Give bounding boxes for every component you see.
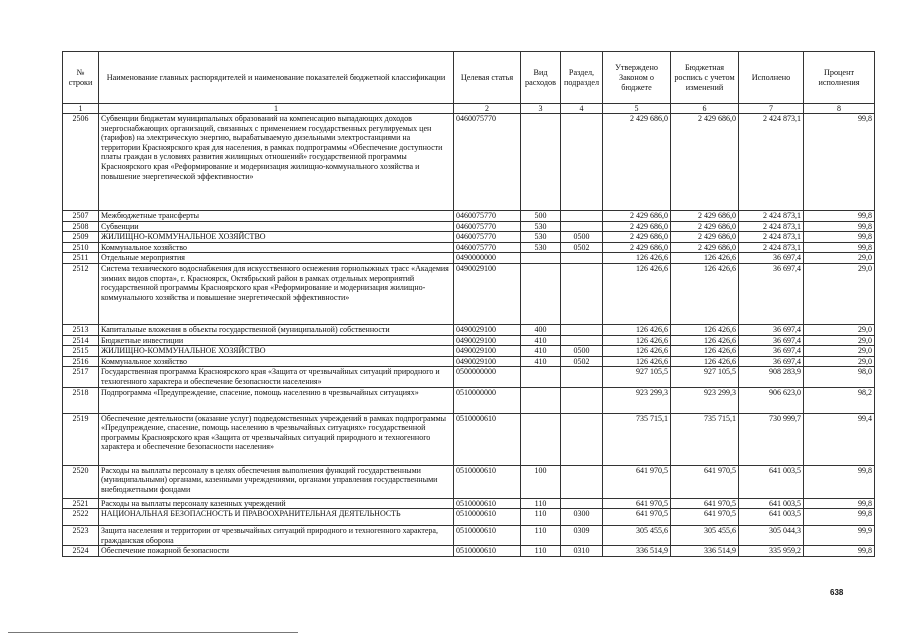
row-budget-list: 126 426,6 xyxy=(671,324,739,335)
row-percent: 99,4 xyxy=(804,413,875,465)
row-expense-type: 100 xyxy=(521,465,561,498)
column-number: 4 xyxy=(561,104,603,114)
row-percent: 98,2 xyxy=(804,387,875,413)
row-budget-list: 927 105,5 xyxy=(671,367,739,387)
row-section xyxy=(561,221,603,232)
table-row xyxy=(63,498,875,509)
row-executed: 2 424 873,1 xyxy=(739,242,804,253)
row-budget-list: 2 429 686,0 xyxy=(671,114,739,211)
column-number: 1 xyxy=(63,104,99,114)
row-section: 0500 xyxy=(561,346,603,357)
table-row xyxy=(63,509,875,526)
row-section xyxy=(561,413,603,465)
row-approved: 336 514,9 xyxy=(603,546,671,557)
row-number: 2520 xyxy=(63,465,99,498)
row-target-article: 0490029100 xyxy=(454,324,521,335)
row-percent: 29,0 xyxy=(804,263,875,324)
row-approved: 923 299,3 xyxy=(603,387,671,413)
row-percent: 99,8 xyxy=(804,221,875,232)
row-expense-type: 110 xyxy=(521,498,561,509)
row-approved: 126 426,6 xyxy=(603,324,671,335)
row-executed: 641 003,5 xyxy=(739,509,804,526)
table-row xyxy=(63,546,875,557)
row-name: Система технического водоснабжения для искусственного оснежения горнолыжных трасс «Академия зимних видов спорта», г. Красноярск, Октябрьский район в рамках отдельных мероприятий государственной программы Красноярского края «Реформирование и модернизация жилищно-коммунального хозяйства и повышение энергетической эффективности» xyxy=(99,263,454,324)
row-expense-type xyxy=(521,253,561,264)
header-budget-list: Бюджетная роспись с учетом изменений xyxy=(671,52,739,104)
row-approved: 126 426,6 xyxy=(603,356,671,367)
row-budget-list: 126 426,6 xyxy=(671,356,739,367)
table-row xyxy=(63,367,875,387)
header-approved: Утверждено Законом о бюджете xyxy=(603,52,671,104)
row-budget-list: 641 970,5 xyxy=(671,465,739,498)
row-percent: 99,9 xyxy=(804,526,875,546)
row-target-article: 0490029100 xyxy=(454,335,521,346)
row-approved: 735 715,1 xyxy=(603,413,671,465)
header-row-number: № строки xyxy=(63,52,99,104)
row-expense-type xyxy=(521,413,561,465)
row-number: 2509 xyxy=(63,232,99,243)
row-executed: 641 003,5 xyxy=(739,465,804,498)
row-budget-list: 2 429 686,0 xyxy=(671,242,739,253)
row-executed: 2 424 873,1 xyxy=(739,114,804,211)
row-section xyxy=(561,114,603,211)
column-number: 8 xyxy=(804,104,875,114)
row-budget-list: 2 429 686,0 xyxy=(671,211,739,222)
row-percent: 99,8 xyxy=(804,242,875,253)
row-number: 2510 xyxy=(63,242,99,253)
row-name: ЖИЛИЩНО-КОММУНАЛЬНОЕ ХОЗЯЙСТВО xyxy=(99,232,454,243)
footer-divider xyxy=(8,632,298,633)
row-name: Защита населения и территории от чрезвычайных ситуаций природного и техногенного характера, гражданская оборона xyxy=(99,526,454,546)
row-approved: 126 426,6 xyxy=(603,263,671,324)
table-row xyxy=(63,114,875,211)
row-number: 2506 xyxy=(63,114,99,211)
row-expense-type: 110 xyxy=(521,546,561,557)
row-approved: 927 105,5 xyxy=(603,367,671,387)
row-section: 0300 xyxy=(561,509,603,526)
row-expense-type: 110 xyxy=(521,509,561,526)
row-expense-type: 530 xyxy=(521,221,561,232)
row-name: Расходы на выплаты персоналу в целях обеспечения выполнения функций государственными (муниципальными) органами, казенными учреждениями, органами управления государственными внебюджетными фондами xyxy=(99,465,454,498)
row-number: 2521 xyxy=(63,498,99,509)
row-expense-type xyxy=(521,263,561,324)
row-executed: 36 697,4 xyxy=(739,253,804,264)
row-name: Отдельные мероприятия xyxy=(99,253,454,264)
row-target-article: 0490029100 xyxy=(454,356,521,367)
row-executed: 305 044,3 xyxy=(739,526,804,546)
page-number: 638 xyxy=(830,588,844,597)
row-section xyxy=(561,324,603,335)
row-target-article: 0510000000 xyxy=(454,387,521,413)
row-target-article: 0500000000 xyxy=(454,367,521,387)
row-target-article: 0510000610 xyxy=(454,526,521,546)
table-row xyxy=(63,465,875,498)
column-number: 2 xyxy=(454,104,521,114)
header-expense-type: Вид расходов xyxy=(521,52,561,104)
row-section: 0500 xyxy=(561,232,603,243)
column-number: 5 xyxy=(603,104,671,114)
row-number: 2518 xyxy=(63,387,99,413)
row-executed: 2 424 873,1 xyxy=(739,221,804,232)
column-number: 1 xyxy=(99,104,454,114)
row-percent: 29,0 xyxy=(804,324,875,335)
table-row xyxy=(63,242,875,253)
row-budget-list: 126 426,6 xyxy=(671,253,739,264)
row-executed: 908 283,9 xyxy=(739,367,804,387)
row-name: Капитальные вложения в объекты государственной (муниципальной) собственности xyxy=(99,324,454,335)
row-name: Субвенции xyxy=(99,221,454,232)
row-target-article: 0460075770 xyxy=(454,221,521,232)
row-expense-type: 410 xyxy=(521,346,561,357)
row-percent: 99,8 xyxy=(804,211,875,222)
row-budget-list: 126 426,6 xyxy=(671,335,739,346)
column-number: 6 xyxy=(671,104,739,114)
row-target-article: 0510000610 xyxy=(454,498,521,509)
table-row xyxy=(63,221,875,232)
row-target-article: 0460075770 xyxy=(454,242,521,253)
header-percent: Процент исполнения xyxy=(804,52,875,104)
row-section xyxy=(561,211,603,222)
row-name: Государственная программа Красноярского края «Защита от чрезвычайных ситуаций природного и техногенного характера и обеспечение безопасности населения» xyxy=(99,367,454,387)
row-number: 2511 xyxy=(63,253,99,264)
row-expense-type: 500 xyxy=(521,211,561,222)
row-section xyxy=(561,465,603,498)
row-budget-list: 2 429 686,0 xyxy=(671,232,739,243)
row-name: ЖИЛИЩНО-КОММУНАЛЬНОЕ ХОЗЯЙСТВО xyxy=(99,346,454,357)
row-target-article: 0510000610 xyxy=(454,413,521,465)
row-percent: 29,0 xyxy=(804,335,875,346)
row-executed: 36 697,4 xyxy=(739,263,804,324)
row-number: 2519 xyxy=(63,413,99,465)
row-executed: 730 999,7 xyxy=(739,413,804,465)
row-expense-type: 400 xyxy=(521,324,561,335)
row-percent: 99,8 xyxy=(804,498,875,509)
row-section xyxy=(561,387,603,413)
row-approved: 305 455,6 xyxy=(603,526,671,546)
row-name: Коммунальное хозяйство xyxy=(99,242,454,253)
row-percent: 99,8 xyxy=(804,465,875,498)
row-number: 2512 xyxy=(63,263,99,324)
row-target-article: 0460075770 xyxy=(454,232,521,243)
row-expense-type: 530 xyxy=(521,232,561,243)
row-approved: 126 426,6 xyxy=(603,335,671,346)
row-expense-type: 410 xyxy=(521,335,561,346)
row-expense-type xyxy=(521,114,561,211)
row-target-article: 0490029100 xyxy=(454,263,521,324)
row-percent: 99,8 xyxy=(804,114,875,211)
table-row xyxy=(63,346,875,357)
row-budget-list: 641 970,5 xyxy=(671,498,739,509)
row-percent: 98,0 xyxy=(804,367,875,387)
row-section: 0502 xyxy=(561,356,603,367)
row-name: Межбюджетные трансферты xyxy=(99,211,454,222)
row-section: 0502 xyxy=(561,242,603,253)
row-name: Субвенции бюджетам муниципальных образований на компенсацию выпадающих доходов энергоснабжающих организаций, связанных с применением государственных регулируемых цен (тарифов) на электрическую энергию, вырабатываемую дизельными электростанциями на территории Красноярского края для населения, в рамках подпрограммы «Обеспечение доступности платы граждан в условиях развития жилищных отношений» государственной программы Красноярского края «Реформирование и модернизация жилищно-коммунального хозяйства и повышение энергетической эффективности» xyxy=(99,114,454,211)
header-executed: Исполнено xyxy=(739,52,804,104)
row-name: Расходы на выплаты персоналу казенных учреждений xyxy=(99,498,454,509)
row-executed: 36 697,4 xyxy=(739,324,804,335)
row-budget-list: 641 970,5 xyxy=(671,509,739,526)
row-budget-list: 2 429 686,0 xyxy=(671,221,739,232)
row-number: 2524 xyxy=(63,546,99,557)
row-number: 2514 xyxy=(63,335,99,346)
table-row xyxy=(63,263,875,324)
row-section: 0309 xyxy=(561,526,603,546)
row-section: 0310 xyxy=(561,546,603,557)
row-name: Обеспечение деятельности (оказание услуг) подведомственных учреждений в рамках подпрограммы «Предупреждение, спасение, помощь населению в чрезвычайных ситуациях» государственной программы Красноярского края «Защита от чрезвычайных ситуаций природного и техногенного характера и обеспечение безопасности населения» xyxy=(99,413,454,465)
row-section xyxy=(561,253,603,264)
row-approved: 641 970,5 xyxy=(603,465,671,498)
row-budget-list: 735 715,1 xyxy=(671,413,739,465)
table-row xyxy=(63,211,875,222)
table-row xyxy=(63,324,875,335)
row-expense-type: 410 xyxy=(521,356,561,367)
row-number: 2508 xyxy=(63,221,99,232)
row-number: 2516 xyxy=(63,356,99,367)
row-percent: 99,8 xyxy=(804,232,875,243)
row-budget-list: 305 455,6 xyxy=(671,526,739,546)
row-approved: 2 429 686,0 xyxy=(603,232,671,243)
row-name: НАЦИОНАЛЬНАЯ БЕЗОПАСНОСТЬ И ПРАВООХРАНИТЕЛЬНАЯ ДЕЯТЕЛЬНОСТЬ xyxy=(99,509,454,526)
budget-execution-table xyxy=(62,51,875,557)
row-name: Коммунальное хозяйство xyxy=(99,356,454,367)
row-budget-list: 126 426,6 xyxy=(671,346,739,357)
row-executed: 641 003,5 xyxy=(739,498,804,509)
row-executed: 2 424 873,1 xyxy=(739,211,804,222)
row-approved: 641 970,5 xyxy=(603,509,671,526)
row-percent: 29,0 xyxy=(804,356,875,367)
row-executed: 2 424 873,1 xyxy=(739,232,804,243)
row-section xyxy=(561,498,603,509)
row-expense-type: 110 xyxy=(521,526,561,546)
column-number: 7 xyxy=(739,104,804,114)
row-target-article: 0490000000 xyxy=(454,253,521,264)
row-percent: 99,8 xyxy=(804,509,875,526)
row-approved: 2 429 686,0 xyxy=(603,114,671,211)
row-executed: 335 959,2 xyxy=(739,546,804,557)
column-number: 3 xyxy=(521,104,561,114)
row-approved: 2 429 686,0 xyxy=(603,242,671,253)
table-row xyxy=(63,526,875,546)
row-percent: 29,0 xyxy=(804,253,875,264)
row-budget-list: 923 299,3 xyxy=(671,387,739,413)
row-number: 2523 xyxy=(63,526,99,546)
table-row xyxy=(63,253,875,264)
row-percent: 29,0 xyxy=(804,346,875,357)
row-budget-list: 336 514,9 xyxy=(671,546,739,557)
row-section xyxy=(561,367,603,387)
row-target-article: 0490029100 xyxy=(454,346,521,357)
row-approved: 2 429 686,0 xyxy=(603,221,671,232)
header-name: Наименование главных распорядителей и наименование показателей бюджетной классификации xyxy=(99,52,454,104)
row-target-article: 0510000610 xyxy=(454,546,521,557)
row-number: 2522 xyxy=(63,509,99,526)
row-executed: 906 623,0 xyxy=(739,387,804,413)
table-row xyxy=(63,335,875,346)
row-executed: 36 697,4 xyxy=(739,346,804,357)
row-budget-list: 126 426,6 xyxy=(671,263,739,324)
table-row xyxy=(63,413,875,465)
column-number-row xyxy=(63,104,875,114)
row-section xyxy=(561,263,603,324)
row-approved: 126 426,6 xyxy=(603,346,671,357)
row-approved: 2 429 686,0 xyxy=(603,211,671,222)
row-number: 2507 xyxy=(63,211,99,222)
row-percent: 99,8 xyxy=(804,546,875,557)
row-name: Обеспечение пожарной безопасности xyxy=(99,546,454,557)
header-section: Раздел, подраздел xyxy=(561,52,603,104)
row-section xyxy=(561,335,603,346)
row-target-article: 0510000610 xyxy=(454,509,521,526)
row-target-article: 0460075770 xyxy=(454,114,521,211)
row-expense-type xyxy=(521,387,561,413)
header-target-article: Целевая статья xyxy=(454,52,521,104)
row-expense-type: 530 xyxy=(521,242,561,253)
table-row xyxy=(63,387,875,413)
row-approved: 641 970,5 xyxy=(603,498,671,509)
table-row xyxy=(63,356,875,367)
row-name: Подпрограмма «Предупреждение, спасение, помощь населению в чрезвычайных ситуациях» xyxy=(99,387,454,413)
row-expense-type xyxy=(521,367,561,387)
row-executed: 36 697,4 xyxy=(739,356,804,367)
row-target-article: 0460075770 xyxy=(454,211,521,222)
row-executed: 36 697,4 xyxy=(739,335,804,346)
table-row xyxy=(63,232,875,243)
row-name: Бюджетные инвестиции xyxy=(99,335,454,346)
table-body xyxy=(63,114,875,557)
row-approved: 126 426,6 xyxy=(603,253,671,264)
row-number: 2517 xyxy=(63,367,99,387)
row-target-article: 0510000610 xyxy=(454,465,521,498)
row-number: 2515 xyxy=(63,346,99,357)
row-number: 2513 xyxy=(63,324,99,335)
